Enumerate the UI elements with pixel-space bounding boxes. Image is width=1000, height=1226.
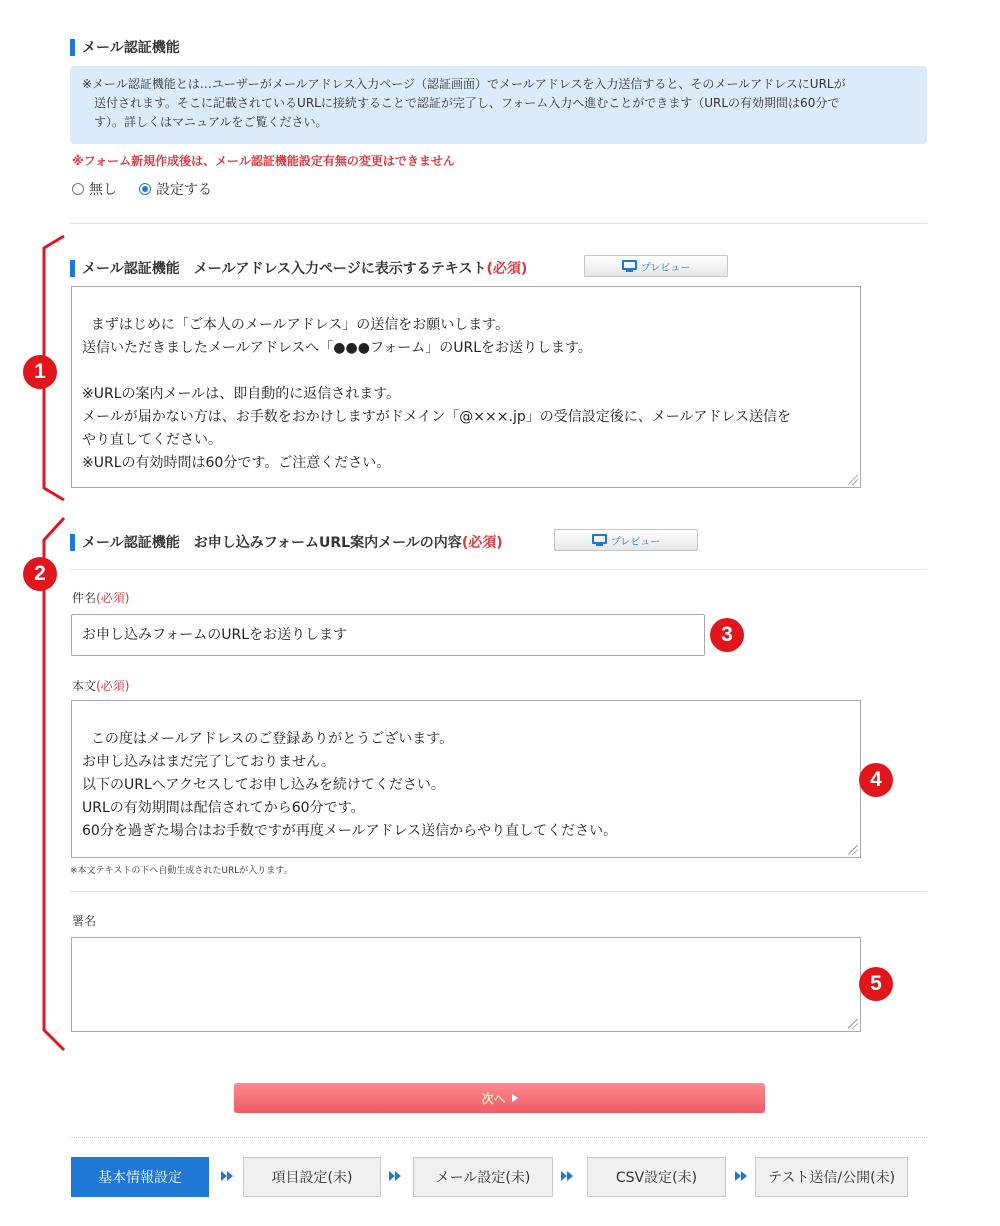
double-arrow-icon [561,1171,575,1183]
double-arrow-icon [735,1171,749,1183]
body-textarea[interactable] [71,700,861,858]
mail-auth-radio-group [72,179,234,199]
radio-none[interactable] [72,183,84,195]
step-basic-info[interactable]: 基本情報設定 [71,1157,209,1197]
radio-enable-label[interactable]: 設定する [156,182,212,198]
subject-input[interactable]: お申し込みフォームのURLをお送りします [71,614,705,656]
next-button-label: 次へ [481,1091,506,1106]
url-mail-title-text: メール認証機能 お申し込みフォームURL案内メールの内容 [82,535,462,551]
annotation-marker-4: 4 [859,763,893,797]
annotation-marker-5: 5 [859,967,893,1001]
preview-button-label: プレビュー [610,536,661,548]
body-note: ※本文テキストの下へ自動生成されたURLが入ります。 [70,866,293,876]
step-item-settings[interactable]: 項目設定(未) [243,1157,381,1197]
info-line: 送付されます。そこに記載されているURLに接続することで認証が完了し、フォーム入力へ進むことができます（URLの有効期間は60分で [94,96,840,110]
required-mark: (必須) [96,679,130,693]
annotation-marker-3: 3 [710,618,744,652]
divider [70,891,927,892]
monitor-icon [592,534,607,546]
body-label [72,677,129,694]
step-mail-settings[interactable]: メール設定(未) [413,1157,553,1197]
required-mark: (必須) [96,591,130,605]
required-mark: (必須) [461,535,503,551]
step-csv-settings[interactable]: CSV設定(未) [587,1157,726,1197]
info-line: ※メール認証機能とは…ユーザーがメールアドレス入力ページ（認証画面）でメールアドレスを入力送信すると、そのメールアドレスにURLが [82,77,846,91]
mail-auth-title-text: メール認証機能 [82,40,180,56]
mail-auth-warning: ※フォーム新規作成後は、メール認証機能設定有無の変更はできません [72,154,455,168]
annotation-bracket-2 [30,510,75,1055]
next-button[interactable] [234,1083,765,1113]
signature-textarea[interactable] [71,937,861,1032]
input-page-text-title [70,258,527,278]
mail-auth-title [70,37,180,57]
preview-button-input-page[interactable] [584,255,728,277]
title-accent-bar [70,39,75,56]
resize-grip-icon[interactable] [848,475,858,485]
url-mail-title [70,532,503,552]
annotation-marker-1: 1 [23,355,57,389]
resize-grip-icon[interactable] [848,1019,858,1029]
preview-button-url-mail[interactable] [554,529,698,551]
subject-label [72,589,129,606]
input-page-text-title-text: メール認証機能 メールアドレス入力ページに表示するテキスト [82,261,487,277]
radio-none-label[interactable]: 無し [89,182,117,198]
input-page-text-textarea[interactable] [71,286,861,488]
annotation-marker-2: 2 [23,557,57,591]
body-label-text: 本文 [72,679,97,693]
subject-label-text: 件名 [72,591,97,605]
play-arrow-icon [512,1094,518,1102]
title-accent-bar [70,534,75,551]
required-mark: (必須) [486,261,528,277]
dotted-divider [70,1137,927,1138]
double-arrow-icon [389,1171,403,1183]
radio-enable[interactable] [139,183,151,195]
body-value: この度はメールアドレスのご登録ありがとうございます。 お申し込みはまだ完了しておりません。 以下のURLへアクセスしてお申し込みを続けてください。 URLの有効期間は配信されてから60分です。 60分を過ぎた場合はお手数ですが再度メールアドレス送信からやり直してください。 [82,731,618,839]
divider [70,223,927,224]
monitor-icon [622,260,637,272]
double-arrow-icon [221,1171,235,1183]
resize-grip-icon[interactable] [848,845,858,855]
divider [70,569,927,570]
step-test-publish[interactable]: テスト送信/公開(未) [755,1157,908,1197]
title-accent-bar [70,260,75,277]
info-line: す）。詳しくはマニュアルをご覧ください。 [94,115,328,129]
signature-label: 署名 [72,914,97,928]
preview-button-label: プレビュー [640,262,691,274]
input-page-text-value: まずはじめに「ご本人のメールアドレス」の送信をお願いします。 送信いただきましたメールアドレスへ「●●●フォーム」のURLをお送りします。 ※URLの案内メールは、即自動的に返信されます。 メールが届かない方は、お手数をおかけしますがドメイン「@×××.jp」の受信設定後に、メールアドレス送信を やり直してください。 ※URLの有効時間は60分です。ご注意ください。 [82,317,792,471]
mail-auth-info-box [70,66,927,144]
